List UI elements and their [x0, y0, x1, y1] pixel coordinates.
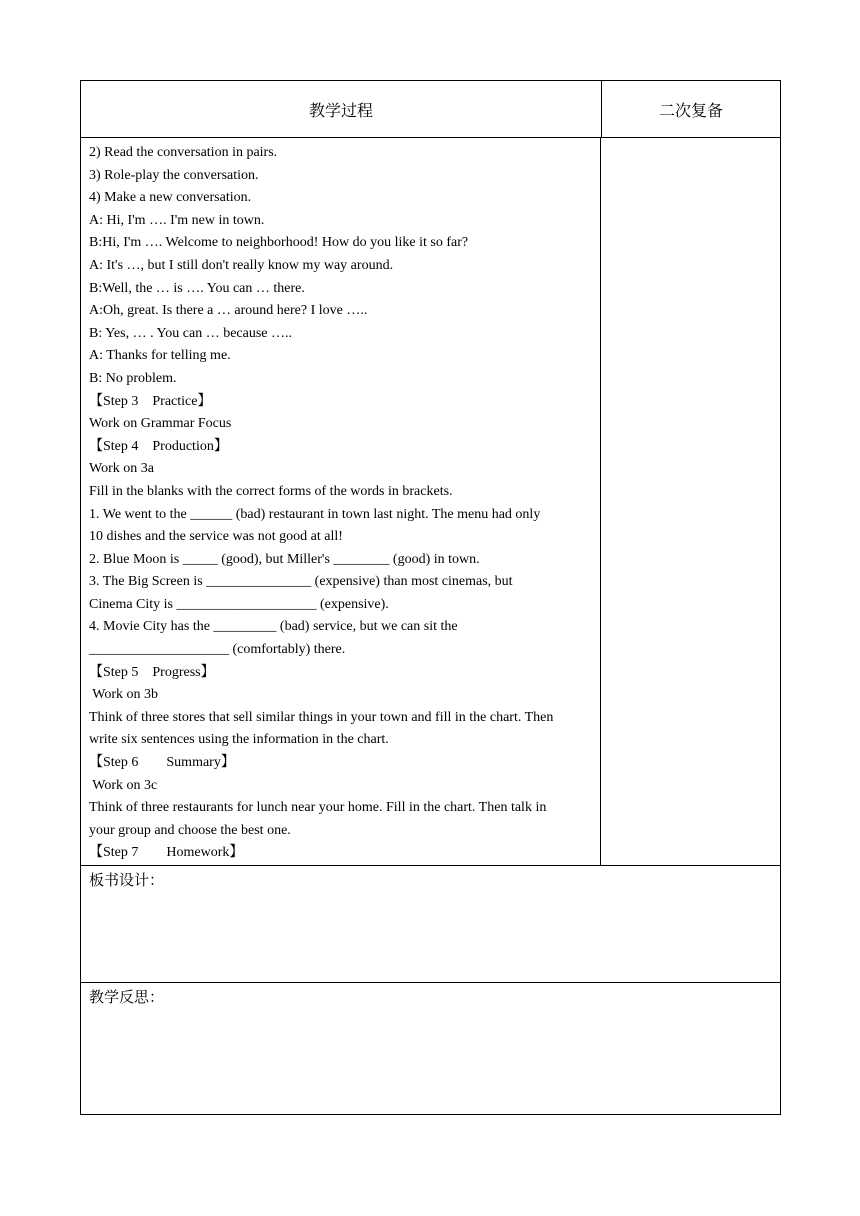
content-line: B: No problem.	[89, 370, 177, 386]
board-design-row	[81, 866, 780, 983]
content-line: Work on 3a	[89, 461, 154, 477]
content-line: write six sentences using the information in the chart.	[89, 732, 389, 748]
content-row	[81, 138, 780, 866]
second-revision-cell	[602, 138, 780, 865]
content-line: Fill in the blanks with the correct forms of the words in brackets.	[89, 483, 453, 499]
content-line: B:Well, the … is …. You can … there.	[89, 280, 305, 296]
content-line: Think of three restaurants for lunch near your home. Fill in the chart. Then talk in	[89, 800, 547, 816]
content-line: Cinema City is ____________________ (expensive).	[89, 596, 389, 612]
board-design-label: 板书设计：	[89, 871, 165, 889]
content-line: 2) Read the conversation in pairs.	[89, 145, 278, 160]
content-line: Work on 3b	[89, 687, 159, 703]
content-line: A: Hi, I'm …. I'm new in town.	[89, 212, 265, 228]
table-header-row	[81, 81, 780, 138]
content-line: 1. We went to the ______ (bad) restaurant in town last night. The menu had only	[89, 506, 541, 522]
content-line: 10 dishes and the service was not good at all!	[89, 529, 343, 545]
content-line: Think of three stores that sell similar things in your town and fill in the chart. Then	[89, 709, 554, 725]
teaching-reflection-row	[81, 983, 780, 1114]
content-line: your group and choose the best one.	[89, 822, 291, 838]
content-line: 4) Make a new conversation.	[89, 190, 252, 206]
content-line: B:Hi, I'm …. Welcome to neighborhood! How do you like it so far?	[89, 235, 469, 251]
content-line: 4. Movie City has the _________ (bad) service, but we can sit the	[89, 619, 458, 635]
lesson-plan-table	[80, 80, 781, 1115]
content-line: 2. Blue Moon is _____ (good), but Miller's ________ (good) in town.	[89, 551, 480, 567]
content-line: 【Step 7 Homework】	[89, 845, 244, 861]
second-revision-header: 二次复备	[658, 100, 723, 120]
content-line: 【Step 6 Summary】	[89, 755, 235, 771]
content-line: A: Thanks for telling me.	[89, 348, 231, 364]
content-line: Work on Grammar Focus	[89, 416, 232, 432]
teaching-process-cell	[81, 138, 601, 865]
content-line: 【Step 5 Progress】	[89, 664, 215, 680]
teaching-reflection-label: 教学反思：	[89, 988, 165, 1006]
teaching-process-header: 教学过程	[81, 81, 602, 137]
content-line: B: Yes, … . You can … because …..	[89, 325, 292, 341]
content-line: 【Step 3 Practice】	[89, 393, 212, 409]
content-line: 3) Role-play the conversation.	[89, 167, 259, 183]
content-line: 【Step 4 Production】	[89, 438, 228, 454]
content-line: A: It's …, but I still don't really know my way around.	[89, 257, 394, 273]
content-line: 3. The Big Screen is _______________ (expensive) than most cinemas, but	[89, 574, 513, 590]
content-line: ____________________ (comfortably) there.	[89, 642, 346, 658]
content-line: Work on 3c	[89, 777, 158, 793]
content-line: A:Oh, great. Is there a … around here? I love …..	[89, 303, 368, 319]
